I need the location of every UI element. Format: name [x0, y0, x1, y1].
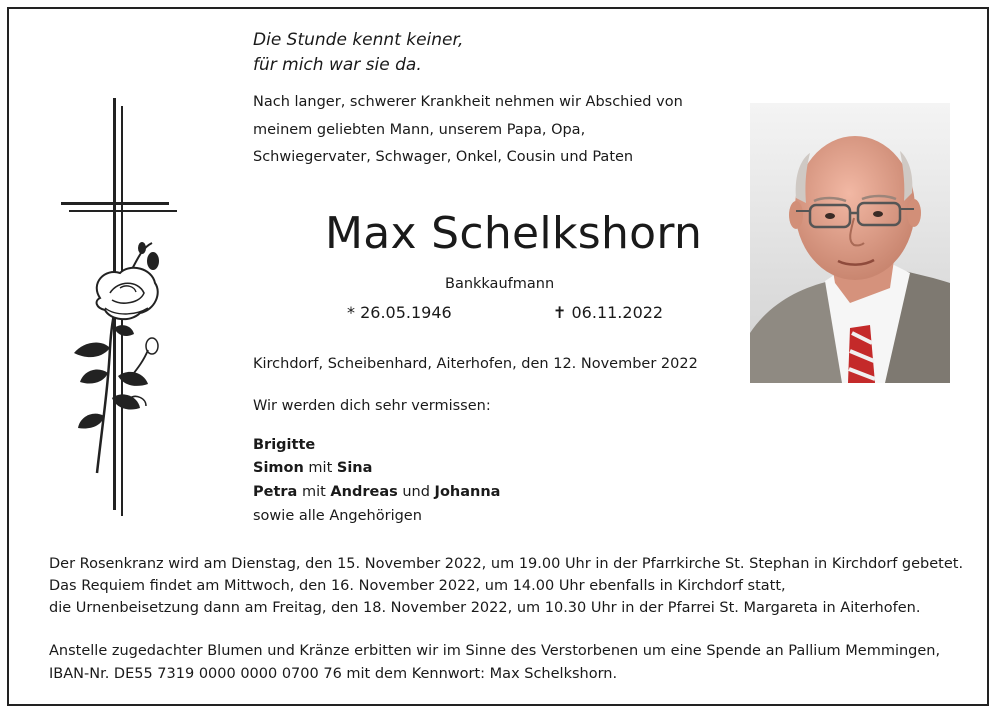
donation-line-2: IBAN-Nr. DE55 7319 0000 0000 0700 76 mit dem Kennwort: Max Schelkshorn.	[49, 666, 618, 682]
family-row-4: sowie alle Angehörigen	[253, 508, 422, 524]
services-line-3: die Urnenbeisetzung dann am Freitag, den 18. November 2022, um 10.30 Uhr in der Pfarrei St. Margareta in Aiterhofen.	[49, 600, 921, 616]
profession: Bankkaufmann	[445, 276, 555, 292]
family-name: Sina	[336, 460, 373, 476]
family-name: Petra	[253, 484, 298, 500]
death-date: ✝ 06.11.2022	[553, 303, 664, 322]
family-name: Johanna	[434, 484, 501, 500]
intro-line-3: Schwiegervater, Schwager, Onkel, Cousin und Paten	[253, 149, 634, 165]
place-and-date: Kirchdorf, Scheibenhard, Aiterhofen, den 12. November 2022	[253, 356, 698, 372]
deceased-name: Max Schelkshorn	[325, 208, 703, 259]
family-connector: mit	[297, 484, 331, 500]
intro-line-1: Nach langer, schwerer Krankheit nehmen wir Abschied von	[253, 94, 683, 110]
family-name: Brigitte	[253, 437, 316, 453]
motto-line-2: für mich war sie da.	[253, 55, 422, 75]
services-line-2: Das Requiem findet am Mittwoch, den 16. November 2022, um 14.00 Uhr ebenfalls in Kirchdorf statt,	[49, 578, 786, 594]
cross-with-rose-icon	[60, 98, 180, 518]
family-row-2	[253, 460, 372, 476]
motto-line-1: Die Stunde kennt keiner,	[253, 30, 464, 50]
birth-date: * 26.05.1946	[347, 303, 452, 322]
intro-line-2: meinem geliebten Mann, unserem Papa, Opa,	[253, 122, 586, 138]
donation-line-1: Anstelle zugedachter Blumen und Kränze erbitten wir im Sinne des Verstorbenen um eine Spende an Pallium Memmingen,	[49, 643, 941, 659]
family-row-3	[253, 484, 500, 500]
family-connector: und	[397, 484, 435, 500]
services-line-1: Der Rosenkranz wird am Dienstag, den 15. November 2022, um 19.00 Uhr in der Pfarrkirche St. Stephan in Kirchdorf gebetet.	[49, 556, 964, 572]
family-connector: mit	[303, 460, 337, 476]
portrait-photo	[750, 103, 950, 383]
family-name: Andreas	[330, 484, 398, 500]
miss-line: Wir werden dich sehr vermissen:	[253, 398, 491, 414]
family-row-1	[253, 437, 315, 453]
family-name: Simon	[253, 460, 304, 476]
